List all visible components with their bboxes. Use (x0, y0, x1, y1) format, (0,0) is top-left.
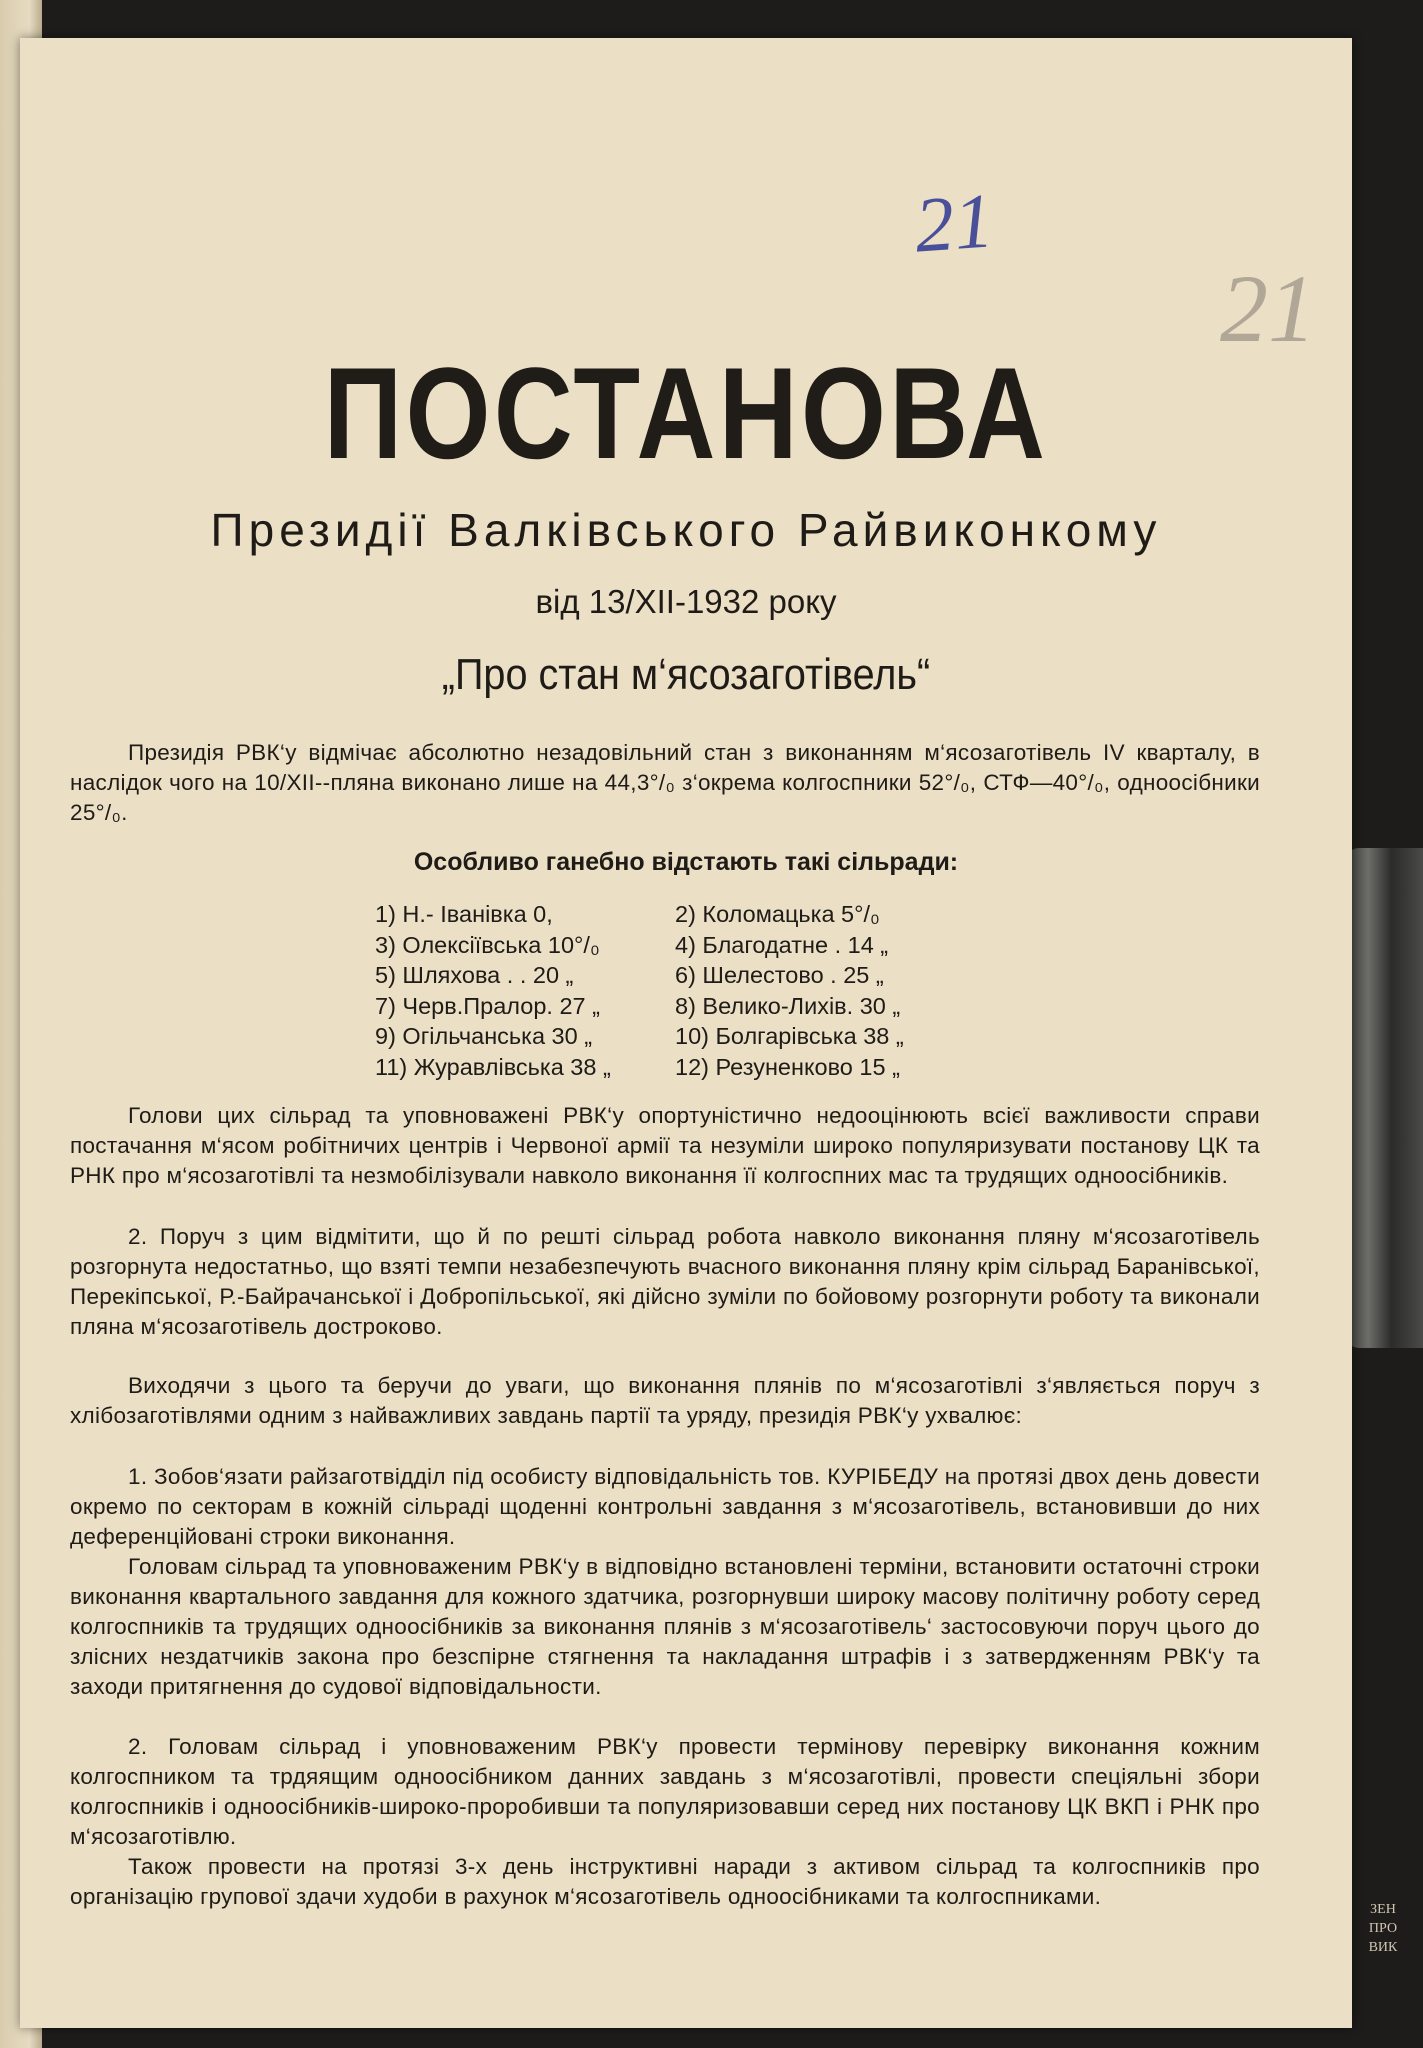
decision-1-paragraph: 1. Зобов‘язати райзаготвідділ під особисту відповідальність тов. КУРІБЕДУ на протязі двох день довести окремо по секторам в кожній сільраді щоденні контрольні завдання з м‘ясозаготівель, встановивши до них деференційовані строки виконання. (70, 1464, 1260, 1549)
list-item: 4) Благодатне . 14 „ (675, 931, 889, 958)
list-item: 1) Н.- Іванівка 0, (375, 901, 553, 927)
list-item: 9) Огільчанська 30 „ (375, 1023, 593, 1049)
decision-1-continuation: Головам сільрад та уповноваженим РВК‘у в відповідно встановлені терміни, встановити остаточні строки виконання квартального завдання для кожного здатчика, розгорнувши широку масову політичну роботу серед колгоспників та трудящих одноосібників за виконання плянів з м‘ясозаготівель‘ застосовуючи поруч цього до злісних нездатчиків закона про безспірне стягнення та накладання штрафів і з затвердженням РВК‘у та заходи притягнення до судової відповідальности. (70, 1554, 1260, 1699)
decision-2-continuation: Також провести на протязі 3-х день інструктивні наради з активом сільрад та колгоспників про організацію групової здачи худоби в рахунок м‘ясозаготівель одноосібниками та колгоспниками. (70, 1854, 1260, 1909)
lagging-councils-list (375, 900, 975, 1082)
document-page (20, 38, 1352, 2028)
side-stamp: ЗЕН ПРО ВИК (1368, 1902, 1398, 1955)
preamble-paragraph: Виходячи з цього та беручи до уваги, що виконання плянів по м‘ясозаготівлі з‘являється поруч з хлібозаготівлями одним з найважливих завдань партії та уряду, президія РВК‘у ухвалює: (70, 1373, 1260, 1428)
folio-number-pencil: 21 (1220, 255, 1316, 362)
binder-clip (1345, 848, 1423, 1348)
list-item: 6) Шелестово . 25 „ (675, 962, 884, 988)
list-item: 7) Черв.Пралор. 27 „ (375, 992, 600, 1019)
list-item: 5) Шляхова . . 20 „ (375, 962, 574, 988)
list-item: 11) Журавлівська 38 „ (375, 1053, 611, 1080)
list-item: 8) Велико-Лихів. 30 „ (675, 992, 901, 1019)
document-title: ПОСТАНОВА (323, 340, 1049, 486)
intro-paragraph: Президія РВК‘у відмічає абсолютно незадовільний стан з виконанням м‘ясозаготівель IV кварталу, в наслідок чого на 10/XII--пляна виконано лише на 44,3°/₀ з‘окрема колгоспники 52°/₀, СТФ—40°/₀, одноосібники 25°/₀. (70, 740, 1260, 825)
section-2-paragraph: 2. Поруч з цим відмітити, що й по решті сільрад робота навколо виконання пляну м‘ясозаготівель розгорнута недостатньо, що взяті темпи незабезпечують вчасного виконання пляну крім сільрад Баранівської, Перекіпської, Р.-Байрачанської і Добропільської, які дійсно зуміли по бойовому розгорнути роботу та виконали пляна м‘ясозаготівель достроково. (70, 1224, 1260, 1339)
heads-paragraph: Голови цих сільрад та уповноважені РВК‘у опортуністично недооцінюють всієї важливости справи постачання м‘ясом робітничих центрів і Червоної армії та незуміли широко популяризувати постанову ЦК та РНК про м‘ясозаготівлі та незмобілізували навколо виконання її колгоспних мас та трудящих одноосібників. (70, 1103, 1260, 1188)
document-subject: „Про стан м‘ясозаготівель“ (441, 650, 931, 699)
issuing-body: Президії Валківського Райвиконкому (210, 504, 1162, 556)
list-item: 2) Коломацька 5°/₀ (675, 901, 880, 927)
list-item: 10) Болгарівська 38 „ (675, 1023, 904, 1049)
folio-number-ink: 21 (912, 176, 996, 269)
decision-2-paragraph: 2. Головам сільрад і уповноваженим РВК‘у провести термінову перевірку виконання кожним колгоспником та трдяящим одноосібником данних завдань з м‘ясозаготівлі, провести спеціяльні збори колгоспників і одноосібників-широко-проробивши та популяризовавши серед них постанову ЦК ВКП і РНК про м‘ясозаготівлю. (70, 1734, 1260, 1849)
lagging-councils-heading: Особливо ганебно відстають такі сільради: (413, 848, 959, 876)
list-item: 3) Олексіївська 10°/₀ (375, 931, 600, 958)
document-date: від 13/XII-1932 року (535, 583, 837, 620)
list-item: 12) Резуненково 15 „ (675, 1053, 900, 1080)
